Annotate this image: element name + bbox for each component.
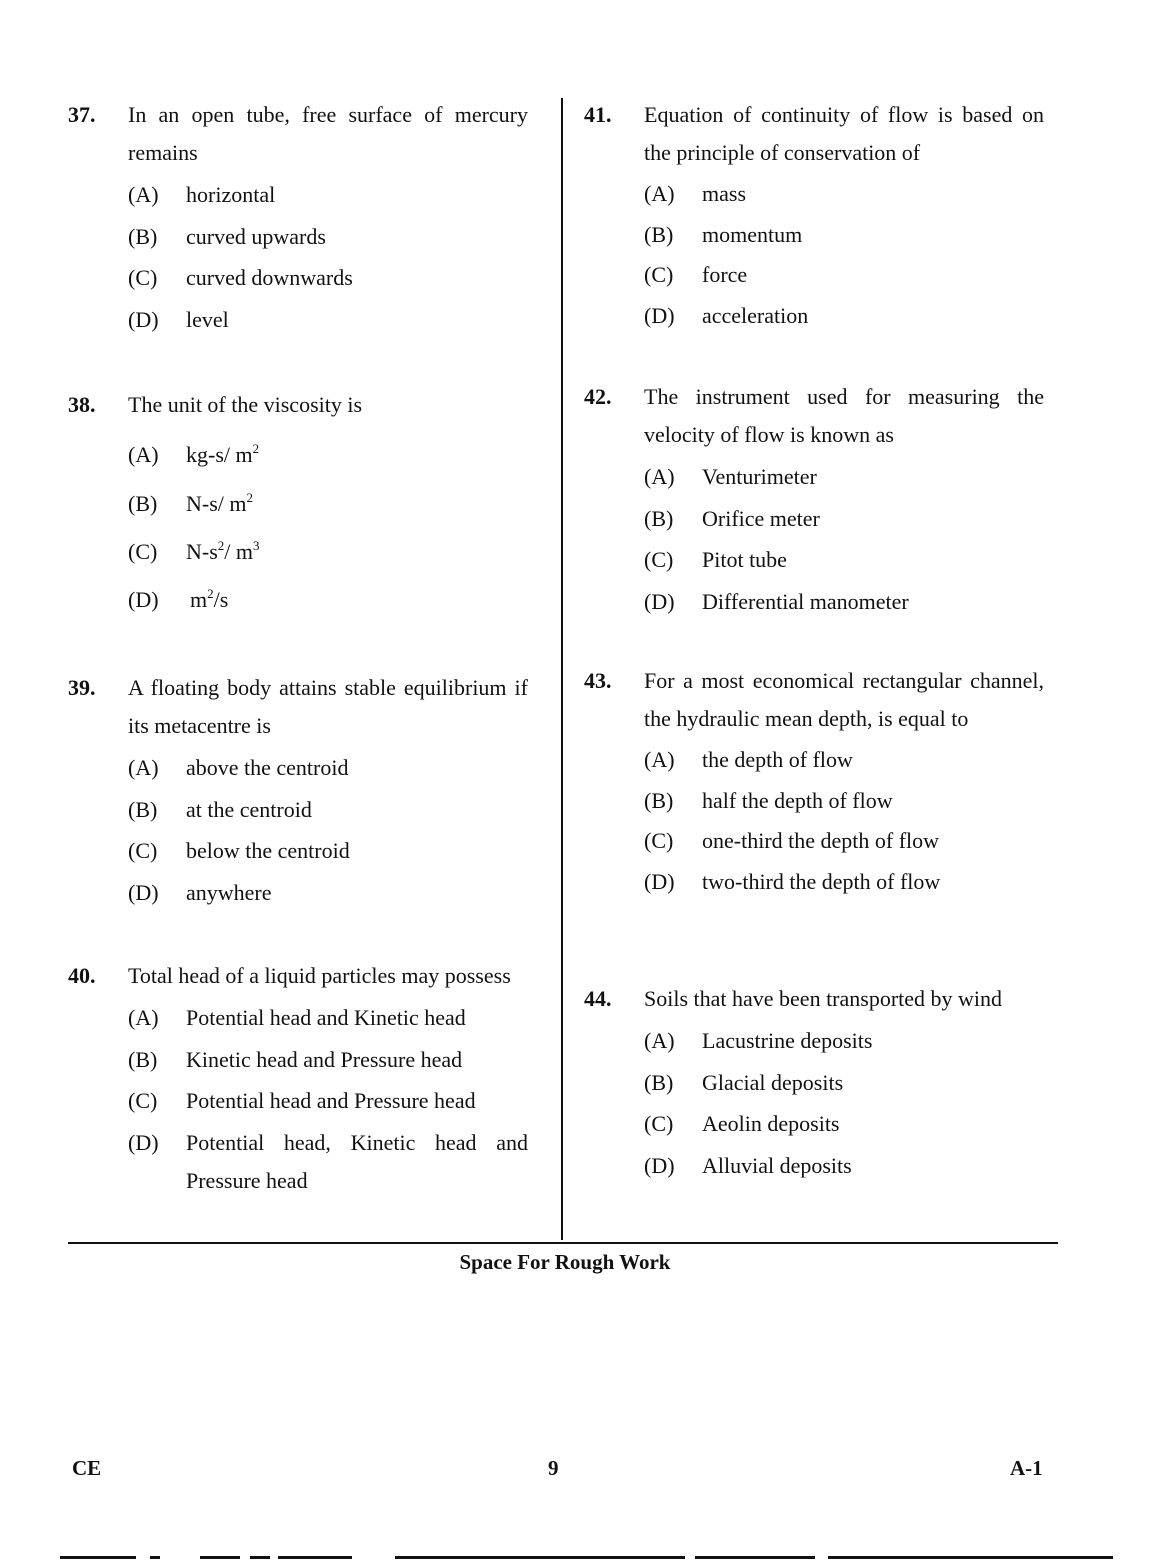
option-a [128,747,528,789]
options-list [644,740,1044,902]
options-list [128,430,528,624]
option-label: (B) [128,796,158,822]
question-number: 40. [68,963,96,988]
option-d [128,299,528,341]
option-d [128,872,528,914]
question-39 [68,669,528,913]
option-text: Kinetic head and Pressure head [186,1046,463,1072]
option-c [128,1080,528,1122]
option-label: (C) [128,1088,158,1113]
question-number: 41. [584,102,612,127]
option-b [644,1062,1044,1104]
option-text [186,480,528,528]
option-label: (B) [128,223,158,249]
unit-text: / m [224,539,254,564]
scan-mark [250,1556,270,1559]
option-label: (C) [128,838,158,863]
unit-text: N-s/ m [186,491,247,516]
option-text: curved downwards [186,265,353,290]
option-text: anywhere [186,879,272,905]
option-b [644,781,1044,822]
question-text: In an open tube, free surface of mercury remains [128,102,528,165]
option-text: Potential head and Kinetic head [186,1005,466,1030]
option-d [644,581,1044,623]
option-label: (D) [128,1129,159,1155]
scan-mark [828,1556,1113,1559]
option-label: (B) [128,1046,158,1072]
option-text: Orifice meter [702,505,820,531]
option-label: (A) [128,755,159,780]
option-b [128,480,528,528]
unit-exponent: 2 [207,586,214,601]
option-text: Glacial deposits [702,1069,844,1095]
question-41 [584,96,1044,336]
option-text: two-third the depth of flow [702,868,941,894]
question-37 [68,96,528,340]
unit-exponent: 3 [253,538,260,553]
option-text: below the centroid [186,838,350,863]
unit-text: /s [213,587,229,612]
option-text: one-third the depth of flow [702,828,940,853]
option-c [644,255,1044,296]
options-list [128,174,528,340]
scan-mark [60,1556,136,1559]
option-text [186,430,528,480]
option-c [644,1103,1044,1145]
option-label: (D) [644,588,675,614]
column-divider [561,98,563,1240]
option-text: Potential head, Kinetic head and Pressure head [186,1129,528,1193]
option-a [644,1020,1044,1062]
options-list [644,174,1044,336]
option-label: (B) [644,221,674,247]
option-text [186,576,528,624]
scan-mark [200,1556,240,1559]
option-text: Aeolin deposits [702,1111,840,1136]
option-label: (A) [644,747,675,772]
option-label: (D) [128,879,159,905]
unit-exponent: 2 [252,441,260,456]
unit-exponent: 2 [246,490,253,505]
option-a [128,997,528,1039]
option-text: Venturimeter [702,464,817,489]
option-text: acceleration [702,302,809,328]
option-a [128,430,528,480]
option-a [644,456,1044,498]
question-text: Total head of a liquid particles may possess [128,963,511,988]
scan-mark [150,1556,160,1559]
option-b [644,215,1044,256]
scan-mark [695,1556,815,1559]
options-list [128,747,528,913]
option-c [128,528,528,576]
question-40 [68,957,528,1200]
option-b [644,498,1044,540]
rough-work-heading: Space For Rough Work [459,1250,671,1274]
page-number: 9 [548,1456,559,1480]
option-d [644,1145,1044,1187]
option-label: (C) [644,1111,674,1136]
option-text: Alluvial deposits [702,1152,852,1178]
option-label: (A) [128,442,159,467]
question-text: A floating body attains stable equilibrium if its metacentre is [128,675,528,738]
option-c [644,539,1044,581]
option-text: half the depth of flow [702,787,893,813]
option-label: (A) [128,1005,159,1030]
option-b [128,1039,528,1081]
question-text: For a most economical rectangular channel, the hydraulic mean depth, is equal to [644,668,1044,731]
option-label: (C) [644,828,674,853]
unit-text: kg-s/ m [186,442,253,467]
option-a [128,174,528,216]
scan-mark [395,1556,685,1559]
option-label: (D) [128,306,159,332]
question-38 [68,386,528,624]
option-label: (A) [644,1028,675,1053]
option-label: (C) [644,547,674,572]
option-a [644,740,1044,781]
question-text: Soils that have been transported by wind [644,986,1003,1011]
question-number: 38. [68,392,96,417]
option-label: (D) [128,587,159,612]
option-text [186,528,528,576]
option-label: (D) [644,302,675,328]
option-text: mass [702,181,746,206]
option-text: Differential manometer [702,588,909,614]
scan-mark [278,1556,352,1559]
unit-text: N-s [186,539,218,564]
option-label: (D) [644,1152,675,1178]
option-label: (A) [644,181,675,206]
unit-text: m [190,587,208,612]
option-text: horizontal [186,182,276,207]
option-label: (B) [644,1069,674,1095]
option-c [128,257,528,299]
option-label: (C) [644,262,674,287]
question-number: 42. [584,384,612,409]
subject-code: CE [72,1456,102,1480]
option-text: curved upwards [186,223,326,249]
question-text: The unit of the viscosity is [128,392,363,417]
scan-edge-marks [0,1556,1171,1560]
option-text: at the centroid [186,796,312,822]
option-c [128,830,528,872]
option-label: (B) [644,505,674,531]
footer-rule [68,1242,1058,1244]
question-44 [584,980,1044,1186]
option-a [644,174,1044,215]
option-label: (D) [644,868,675,894]
question-number: 37. [68,102,96,127]
question-text: Equation of continuity of flow is based on the principle of conservation of [644,102,1044,165]
option-label: (C) [128,539,158,564]
option-text: force [702,262,748,287]
option-label: (A) [644,464,675,489]
option-b [128,216,528,258]
option-d [128,1124,528,1200]
unit-exponent: 2 [217,538,225,553]
option-d [644,296,1044,337]
option-text: level [186,306,229,332]
option-d [644,862,1044,903]
option-c [644,821,1044,862]
option-label: (B) [644,787,674,813]
option-d [128,576,528,624]
question-43 [584,662,1044,902]
question-42 [584,378,1044,622]
option-label: (B) [128,491,158,516]
option-label: (C) [128,265,158,290]
options-list [644,456,1044,622]
options-list [644,1020,1044,1186]
option-text: Potential head and Pressure head [186,1088,476,1113]
question-number: 43. [584,668,612,693]
option-b [128,789,528,831]
question-number: 44. [584,986,612,1011]
question-text: The instrument used for measuring the velocity of flow is known as [644,384,1044,447]
options-list [128,997,528,1200]
option-text: Lacustrine deposits [702,1028,873,1053]
option-label: (A) [128,182,159,207]
option-text: momentum [702,221,803,247]
option-text: Pitot tube [702,547,787,572]
booklet-code: A-1 [1010,1456,1043,1480]
option-text: above the centroid [186,755,349,780]
option-text: the depth of flow [702,747,853,772]
question-number: 39. [68,675,96,700]
